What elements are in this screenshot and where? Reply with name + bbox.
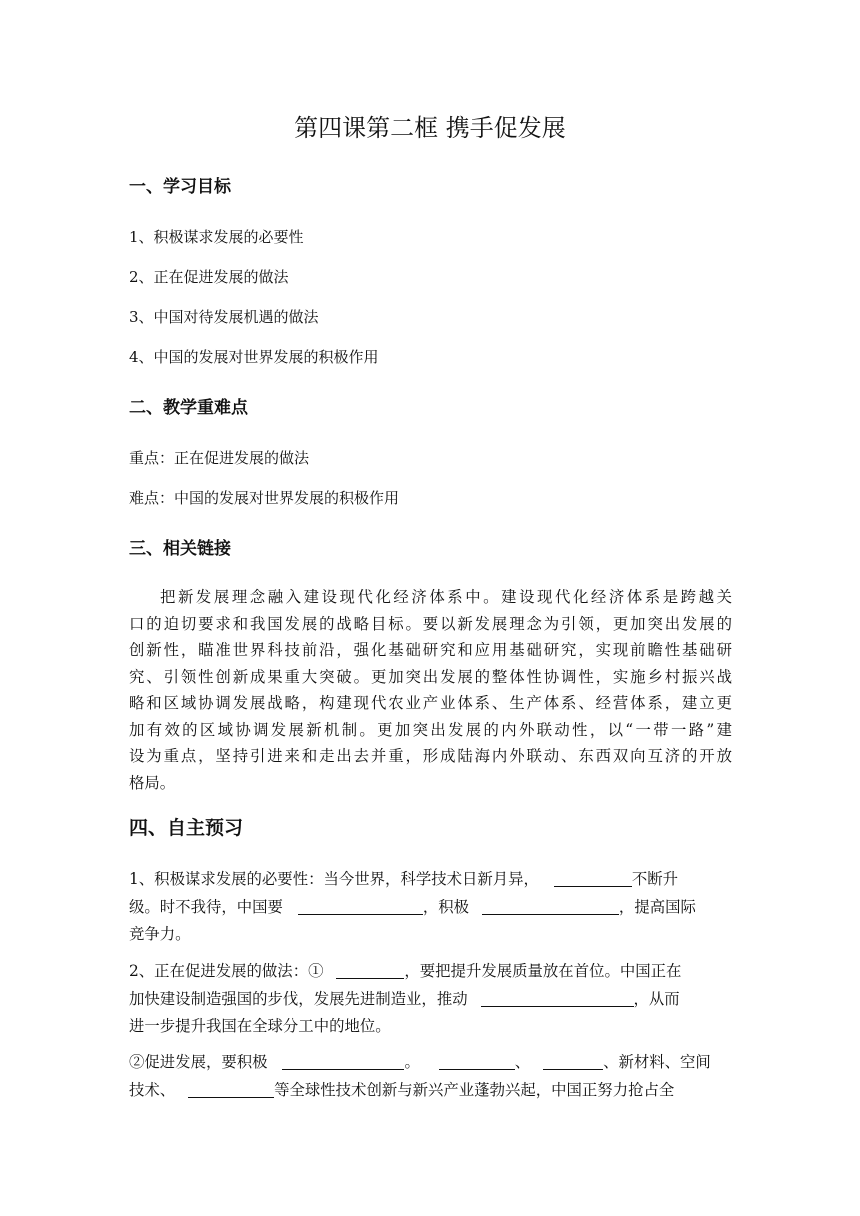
section-heading-related-links: 三、相关链接 [129, 539, 231, 559]
paragraph-line: 究、引领性创新成果重大突破。更加突出发展的整体性协调性，实施乡村振兴战 [129, 667, 732, 686]
difficult-point-text: 难点：中国的发展对世界发展的积极作用 [129, 489, 400, 507]
section-heading-objectives: 一、学习目标 [129, 177, 231, 197]
answer-blank[interactable] [554, 868, 632, 887]
objective-item: 1、积极谋求发展的必要性 [129, 228, 304, 246]
paragraph-line: 口的迫切要求和我国发展的战略目标。要以新发展理念为引领，更加突出发展的 [129, 614, 732, 633]
answer-blank[interactable] [188, 1079, 274, 1098]
objective-item: 3、中国对待发展机遇的做法 [129, 308, 319, 326]
paragraph-line: 略和区域协调发展战略，构建现代农业产业体系、生产体系、经营体系，建立更 [129, 694, 732, 712]
answer-blank[interactable] [336, 960, 404, 979]
question-line: 加快建设制造强国的步伐，发展先进制造业，推动 ，从而 [129, 989, 680, 1008]
related-links-paragraph [129, 584, 732, 796]
objective-item: 4、中国的发展对世界发展的积极作用 [129, 348, 379, 366]
question-line: 级。时不我待，中国要 ，积极 ，提高国际 [129, 897, 696, 916]
question-line: 进一步提升我国在全球分工中的地位。 [129, 1017, 391, 1035]
key-point-text: 重点：正在促进发展的做法 [129, 449, 310, 467]
paragraph-line: 设为重点，坚持引进来和走出去并重，形成陆海内外联动、东西双向互济的开放 [129, 747, 732, 765]
answer-blank[interactable] [482, 896, 619, 915]
paragraph-line: 加有效的区域协调发展新机制。更加突出发展的内外联动性，以“一带一路”建 [129, 720, 732, 739]
section-heading-self-study: 四、自主预习 [129, 817, 244, 839]
paragraph-line: 格局。 [129, 773, 176, 792]
question-2 [129, 958, 732, 1041]
question-3 [129, 1049, 732, 1104]
question-line: 2、正在促进发展的做法：① ，要把提升发展质量放在首位。中国正在 [129, 962, 682, 980]
paragraph-line: 把新发展理念融入建设现代化经济体系中。建设现代化经济体系是跨越关 [160, 588, 732, 606]
question-line: 技术、 等全球性技术创新与新兴产业蓬勃兴起，中国正努力抢占全 [129, 1080, 675, 1099]
objective-item: 2、正在促进发展的做法 [129, 268, 289, 286]
answer-blank[interactable] [298, 896, 423, 915]
answer-blank[interactable] [543, 1051, 603, 1070]
page-title: 第四课第二框 携手促发展 [294, 114, 566, 142]
section-heading-key-points: 二、教学重难点 [129, 398, 248, 418]
answer-blank[interactable] [282, 1051, 404, 1070]
question-line: 1、积极谋求发展的必要性：当今世界，科学技术日新月异， 不断升 [129, 870, 679, 888]
answer-blank[interactable] [481, 988, 634, 1007]
question-1 [129, 866, 732, 949]
question-line: ②促进发展，要积极 。 、 、新材料、空间 [129, 1053, 711, 1071]
question-line: 竞争力。 [129, 925, 191, 943]
answer-blank[interactable] [439, 1051, 515, 1070]
paragraph-line: 创新性，瞄准世界科技前沿，强化基础研究和应用基础研究，实现前瞻性基础研 [129, 641, 732, 659]
